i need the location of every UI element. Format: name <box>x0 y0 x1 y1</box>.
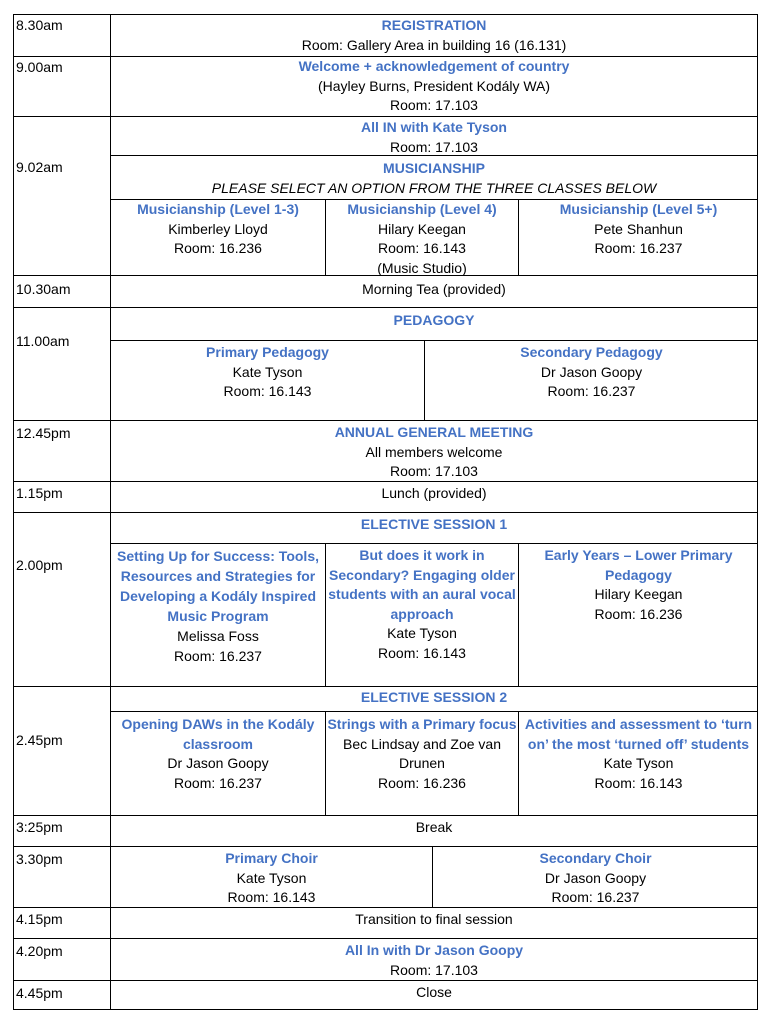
session-title: Activities and assessment to ‘turn on’ the most ‘turned off’ students <box>524 716 753 752</box>
session-title: Opening DAWs in the Kodály classroom <box>121 716 315 752</box>
session-title: Setting Up for Success: Tools, Resources and Strategies for Developing a Kodály Inspired Music Program <box>117 548 319 624</box>
all-in-jason-cell <box>110 941 758 980</box>
choir-option <box>433 849 758 908</box>
time-label: 12.45pm <box>16 425 71 441</box>
column-divider <box>325 711 326 815</box>
presenter-label: Bec Lindsay and Zoe van Drunen <box>343 735 501 771</box>
room-label: Room: 17.103 <box>390 961 478 978</box>
room-label: Room: 16.236 <box>174 240 262 256</box>
row-divider <box>110 340 758 341</box>
session-title: Musicianship (Level 1-3) <box>137 201 299 217</box>
column-divider <box>518 543 519 686</box>
time-label: 3.30pm <box>16 851 63 867</box>
session-title: Early Years – Lower Primary Pedagogy <box>544 547 733 583</box>
room-label: Room: 16.237 <box>174 648 262 664</box>
presenter-label: Dr Jason Goopy <box>540 363 643 380</box>
presenter-label: Dr Jason Goopy <box>544 869 647 886</box>
row-divider <box>13 980 758 981</box>
row-divider <box>110 711 758 712</box>
room-label: Room: 17.103 <box>390 97 478 113</box>
break-cell: Break <box>415 819 453 835</box>
time-label: 11.00am <box>16 333 70 349</box>
presenter-label: Kate Tyson <box>236 869 307 886</box>
room-label: Room: 16.237 <box>174 774 262 791</box>
elective-1-option <box>328 546 516 663</box>
elective-2-heading <box>110 688 758 708</box>
room-label: Room: 16.236 <box>594 605 683 622</box>
musicianship-heading <box>110 158 758 198</box>
row-divider <box>13 846 758 847</box>
time-label: 3:25pm <box>16 819 63 835</box>
presenter-label: Kimberley Lloyd <box>168 220 268 237</box>
session-title: Secondary Pedagogy <box>520 344 663 360</box>
time-label: 4.15pm <box>16 911 63 927</box>
elective-2-option <box>327 715 517 793</box>
presenter-label: Kate Tyson <box>603 755 674 771</box>
selection-note: PLEASE SELECT AN OPTION FROM THE THREE CLASSES BELOW <box>211 180 657 196</box>
time-label: 4.45pm <box>16 985 63 1001</box>
room-label: Room: 17.103 <box>390 138 478 155</box>
time-label: 9.02am <box>16 159 63 175</box>
room-label: Room: 16.143 <box>227 889 316 905</box>
session-title: Musicianship (Level 4) <box>347 201 497 217</box>
row-divider <box>13 116 758 117</box>
session-title: Musicianship (Level 5+) <box>559 201 718 217</box>
session-title: Secondary Choir <box>539 850 652 866</box>
elective-2-option <box>113 715 323 793</box>
room-label: Room: 16.143 <box>378 240 466 256</box>
room-label: Room: 16.143 <box>594 774 683 791</box>
row-divider <box>13 512 758 513</box>
subtitle-label: All members welcome <box>365 443 503 460</box>
row-divider <box>13 307 758 308</box>
presenter-label: Kate Tyson <box>387 625 457 641</box>
musicianship-option <box>519 200 758 259</box>
row-divider <box>13 938 758 939</box>
column-divider <box>518 711 519 815</box>
time-label: 9.00am <box>16 59 63 75</box>
time-label: 2.00pm <box>16 557 63 573</box>
session-title: Primary Choir <box>225 850 318 866</box>
registration-cell <box>110 16 758 55</box>
column-divider <box>325 543 326 686</box>
welcome-cell <box>110 57 758 116</box>
session-title: But does it work in Secondary? Engaging older students with an aural vocal approach <box>328 547 516 622</box>
room-label: Room: 16.237 <box>547 383 636 399</box>
session-title: All In with Dr Jason Goopy <box>344 942 524 958</box>
elective-2-option <box>520 715 757 793</box>
presenter-label: (Hayley Burns, President Kodály WA) <box>317 77 551 94</box>
session-title: MUSICIANSHIP <box>383 160 485 176</box>
morning-tea-cell: Morning Tea (provided) <box>362 281 506 297</box>
lunch-cell: Lunch (provided) <box>381 485 487 501</box>
presenter-label: Pete Shanhun <box>594 220 683 237</box>
elective-1-option <box>113 546 323 666</box>
presenter-label: Melissa Foss <box>177 628 259 644</box>
pedagogy-option <box>111 343 424 402</box>
room-label: Room: 17.103 <box>390 463 478 479</box>
musicianship-option <box>111 200 325 259</box>
session-title: ANNUAL GENERAL MEETING <box>334 424 534 440</box>
pedagogy-option <box>425 343 758 402</box>
row-divider <box>13 815 758 816</box>
room-label: Room: 16.143 <box>223 383 312 399</box>
elective-1-heading <box>110 515 758 535</box>
session-title: REGISTRATION <box>381 17 487 33</box>
pedagogy-heading <box>110 311 758 331</box>
room-label: Room: 16.237 <box>594 240 683 256</box>
session-title: PEDAGOGY <box>393 312 475 328</box>
all-in-kate-cell <box>110 118 758 157</box>
transition-cell: Transition to final session <box>355 911 513 927</box>
close-cell: Close <box>416 984 452 1000</box>
room-label: Room: 16.143 <box>378 644 466 661</box>
session-title: Primary Pedagogy <box>206 344 329 360</box>
time-label: 2.45pm <box>16 732 63 748</box>
elective-1-option <box>521 546 756 624</box>
presenter-label: Hilary Keegan <box>594 586 683 602</box>
time-label: 4.20pm <box>16 943 63 959</box>
presenter-label: Hilary Keegan <box>378 220 466 237</box>
room-label: Room: 16.237 <box>551 889 640 905</box>
time-label: 8.30am <box>16 17 63 33</box>
session-title: Welcome + acknowledgement of country <box>298 58 570 74</box>
musicianship-option <box>326 200 518 278</box>
presenter-label: Dr Jason Goopy <box>167 755 269 771</box>
agm-cell <box>110 423 758 482</box>
row-divider <box>110 543 758 544</box>
session-title: ELECTIVE SESSION 2 <box>360 689 508 705</box>
session-title: Strings with a Primary focus <box>327 716 517 732</box>
time-label: 10.30am <box>16 281 71 297</box>
room-note: (Music Studio) <box>377 259 467 276</box>
choir-option <box>111 849 432 908</box>
row-divider <box>13 686 758 687</box>
room-label: Room: 16.236 <box>378 774 466 791</box>
presenter-label: Kate Tyson <box>232 363 303 380</box>
row-divider <box>13 420 758 421</box>
session-title: All IN with Kate Tyson <box>361 119 507 135</box>
session-title: ELECTIVE SESSION 1 <box>360 516 508 532</box>
room-label: Room: Gallery Area in building 16 (16.131) <box>301 36 567 53</box>
time-label: 1.15pm <box>16 485 63 501</box>
